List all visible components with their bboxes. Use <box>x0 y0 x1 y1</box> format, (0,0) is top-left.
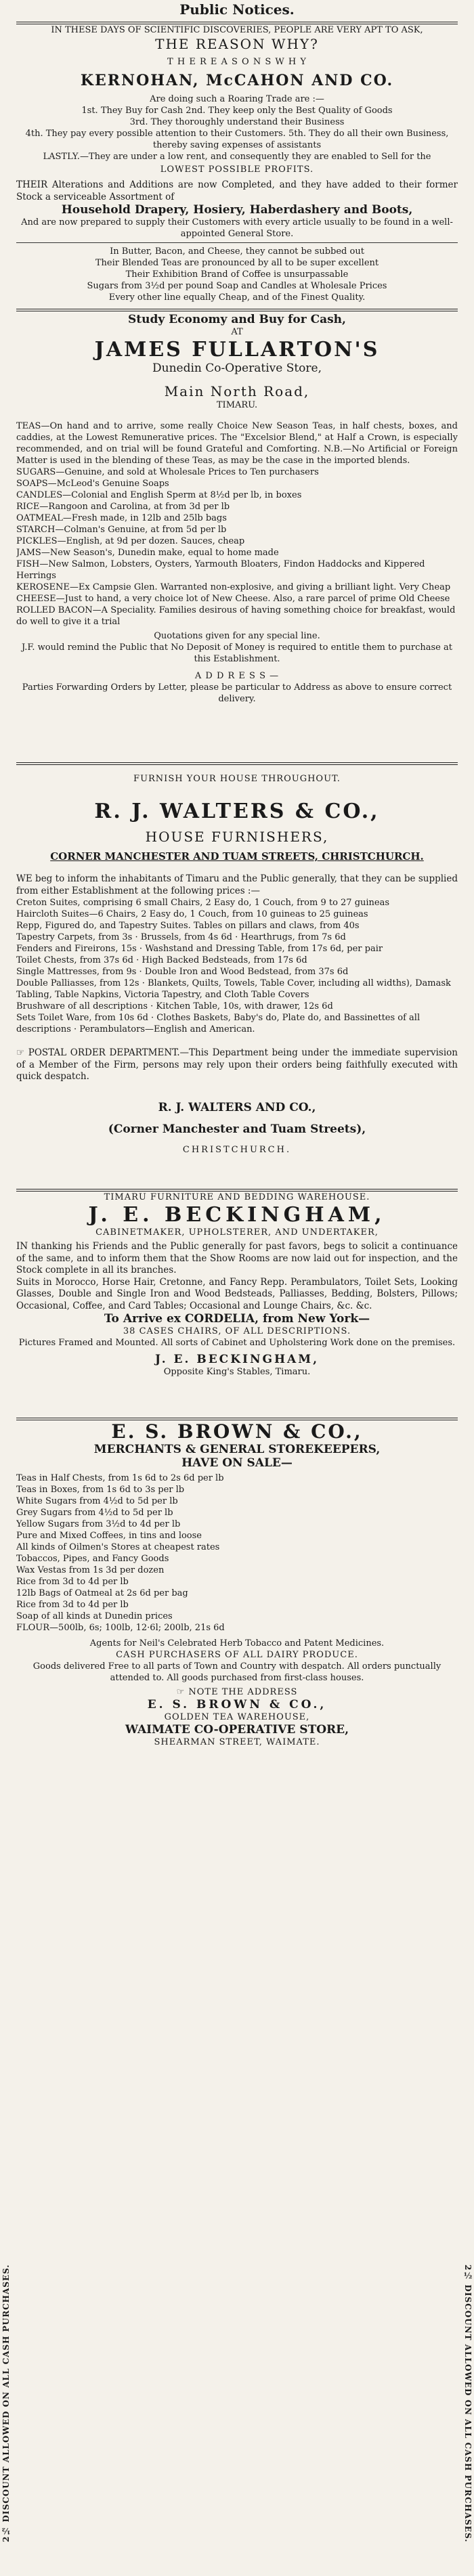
walters-ad <box>16 766 458 1179</box>
brown-items <box>16 1472 458 1634</box>
fullarton-items <box>16 420 458 628</box>
kernohan-name: KERNOHAN, McCAHON AND CO. <box>80 72 394 89</box>
list-item: ROLLED BACON—A Speciality. Families desirous of having something choice for breakfast, would do well to give it a trial <box>16 605 456 627</box>
beckingham-sig-addr: Opposite King's Stables, Timaru. <box>163 1367 311 1377</box>
list-item: Creton Suites, comprising 6 small Chairs, 2 Easy do, 1 Couch, from 9 to 27 guineas <box>16 898 390 908</box>
kernohan-reason: LASTLY.—They are under a low rent, and consequently they are enabled to Sell for the <box>43 152 431 162</box>
list-item: Sets Toilet Ware, from 10s 6d · Clothes Baskets, Baby's do, Plate do, and Bassinettes of all descriptions · Perambulators—English and American. <box>16 1013 421 1034</box>
walters-corner: CORNER MANCHESTER AND TUAM STREETS, CHRISTCHURCH. <box>50 850 424 863</box>
beckingham-warehouse: TIMARU FURNITURE AND BEDDING WAREHOUSE. <box>104 1192 370 1202</box>
beckingham-chairs: 38 CASES CHAIRS, OF ALL DESCRIPTIONS. <box>123 1326 351 1336</box>
fullarton-store: Dunedin Co-Operative Store, <box>152 362 322 375</box>
beckingham-arrive: To Arrive ex CORDELIA, from New York— <box>104 1312 370 1326</box>
list-item: Brushware of all descriptions · Kitchen Table, 10s, with drawer, 12s 6d <box>16 1001 333 1011</box>
list-item: Grey Sugars from 4½d to 5d per lb <box>16 1508 173 1518</box>
list-item: Rice from 3d to 4d per lb <box>16 1600 129 1610</box>
beckingham-sig: J. E. BECKINGHAM, <box>155 1353 319 1366</box>
list-item: Single Mattresses, from 9s · Double Iron and Wood Bedstead, from 37s 6d <box>16 967 349 977</box>
list-item: Fenders and Fireirons, 15s · Washstand and Dressing Table, from 17s 6d, per pair <box>16 944 383 954</box>
kernohan-ad <box>16 24 458 302</box>
kernohan-subhead: T H E R E A S O N S W H Y <box>167 57 307 67</box>
fullarton-tagline: Study Economy and Buy for Cash, <box>128 313 346 326</box>
kernohan-lowest: LOWEST POSSIBLE PROFITS. <box>160 165 314 175</box>
kernohan-household: Household Drapery, Hosiery, Haberdashery and Boots, <box>61 203 413 217</box>
fullarton-road: Main North Road, <box>164 383 310 399</box>
fullarton-ad <box>16 313 458 753</box>
beckingham-intro: IN thanking his Friends and the Public generally for past favors, begs to solicit a continuance of the same, and to inform them that the Show Rooms are now laid out for inspection, and the Stock complete in all its branches. <box>16 1241 458 1275</box>
kernohan-alterations: THEIR Alterations and Additions are now Completed, and they have added to their former Stock a serviceable Assortment of <box>16 179 458 202</box>
kernohan-cheap: Every other line equally Cheap, and of the Finest Quality. <box>108 292 366 302</box>
list-item: RICE—Rangoon and Carolina, at from 3d per lb <box>16 502 230 512</box>
list-item: TEAS—On hand and to arrive, some really Choice New Season Teas, in half chests, boxes, and caddies, at the Lowest Remunerative prices. The "Excelsior Blend," at Half a Crown, is especially recommended, and on trial will be found Grateful and Comforting. N.B.—No Artificial or Foreign Matter is used in the blending of these Teas, as may be the case in the imported blends. <box>16 421 458 466</box>
discount-side-text-right: 2½ DISCOUNT ALLOWED ON ALL CASH PURCHASES. <box>463 2264 473 2543</box>
list-item: SUGARS—Genuine, and sold at Wholesale Prices to Ten purchasers <box>16 467 319 477</box>
brown-ad <box>16 1420 458 1799</box>
walters-postal: ☞ POSTAL ORDER DEPARTMENT.—This Department being under the immediate supervision of a Member of the Firm, persons may rely upon their orders being faithfully executed with quick despatch. <box>16 1047 458 1082</box>
list-item: Tobaccos, Pipes, and Fancy Goods <box>16 1554 169 1564</box>
kernohan-reasons-intro: Are doing such a Roaring Trade are :— <box>150 94 324 104</box>
brown-sig-sub: GOLDEN TEA WAREHOUSE, <box>164 1712 310 1722</box>
beckingham-ad <box>16 1192 458 1408</box>
kernohan-reason: 1st. They Buy for Cash 2nd. They keep only the Best Quality of Goods <box>81 106 393 116</box>
brown-trade: MERCHANTS & GENERAL STOREKEEPERS, <box>93 1443 381 1456</box>
brown-sig-store: WAIMATE CO-OPERATIVE STORE, <box>125 1723 349 1737</box>
list-item: OATMEAL—Fresh made, in 12lb and 25lb bags <box>16 513 227 523</box>
beckingham-pictures: Pictures Framed and Mounted. All sorts of Cabinet and Upholstering Work done on the premises. <box>18 1338 456 1348</box>
kernohan-headline: THE REASON WHY? <box>155 36 319 52</box>
list-item: White Sugars from 4½d to 5d per lb <box>16 1496 178 1506</box>
brown-name: E. S. BROWN & CO., <box>111 1420 363 1443</box>
discount-side-text-left: 2½ DISCOUNT ALLOWED ON ALL CASH PURCHASES. <box>1 2264 11 2543</box>
brown-delivered: Goods delivered Free to all parts of Town and Country with despatch. All orders punctually attended to. All goods purchased from first-class houses. <box>33 1661 441 1683</box>
kernohan-teas: Their Blended Teas are pronounced by all to be super excellent <box>95 258 379 268</box>
list-item: Soap of all kinds at Dunedin prices <box>16 1611 173 1621</box>
brown-have: HAVE ON SALE— <box>181 1456 293 1470</box>
walters-sig-name: R. J. WALTERS AND CO., <box>158 1100 316 1114</box>
walters-intro: WE beg to inform the inhabitants of Timaru and the Public generally, that they can be supplied from either Establishment at the following prices :— <box>16 873 458 896</box>
list-item: Toilet Chests, from 37s 6d · High Backed Bedsteads, from 17s 6d <box>16 955 307 965</box>
beckingham-trade: CABINETMAKER, UPHOLSTERER, AND UNDERTAKER, <box>95 1227 379 1238</box>
fullarton-remind: J.F. would remind the Public that No Deposit of Money is required to entitle them to purchase at this Establishment. <box>22 642 452 664</box>
list-item: PICKLES—English, at 9d per dozen. Sauces, cheap <box>16 536 245 546</box>
list-item: JAMS—New Season's, Dunedin make, equal to home made <box>16 548 279 558</box>
fullarton-address-label: A D D R E S S — <box>194 671 280 681</box>
fullarton-name: JAMES FULLARTON'S <box>94 338 380 362</box>
beckingham-suites: Suits in Morocco, Horse Hair, Cretonne, and Fancy Repp. Perambulators, Toilet Sets, Looking Glasses, Double and Single Iron and Wood Bedsteads, Palliasses, Bedding, Bolsters, Pillows; Occasional, Coffee, and Card Tables; Occasional and Lounge Chairs, &c. &c. <box>16 1276 458 1311</box>
list-item: Wax Vestas from 1s 3d per dozen <box>16 1565 165 1575</box>
kernohan-sugars: Sugars from 3½d per pound Soap and Candles at Wholesale Prices <box>87 281 387 291</box>
fullarton-parties: Parties Forwarding Orders by Letter, please be particular to Address as above to ensure correct delivery. <box>22 682 452 704</box>
list-item: Teas in Boxes, from 1s 6d to 3s per lb <box>16 1485 185 1495</box>
kernohan-prepared: And are now prepared to supply their Customers with every article usually to be found in a well-appointed General Store. <box>21 217 453 239</box>
walters-furnish: FURNISH YOUR HOUSE THROUGHOUT. <box>133 774 341 784</box>
list-item: Haircloth Suites—6 Chairs, 2 Easy do, 1 Couch, from 10 guineas to 25 guineas <box>16 909 368 919</box>
list-item: Rice from 3d to 4d per lb <box>16 1577 129 1587</box>
brown-cash: CASH PURCHASERS OF ALL DAIRY PRODUCE. <box>116 1650 358 1660</box>
list-item: Yellow Sugars from 3½d to 4d per lb <box>16 1519 181 1529</box>
masthead: Public Notices. <box>179 1 295 18</box>
kernohan-reason: 4th. They pay every possible attention to their Customers. 5th. They do all their own Business, thereby saving expenses of assistants <box>25 129 449 150</box>
kernohan-intro: IN THESE DAYS OF SCIENTIFIC DISCOVERIES, PEOPLE ARE VERY APT TO ASK, <box>51 25 423 35</box>
walters-name: R. J. WALTERS & CO., <box>94 800 380 823</box>
list-item: 12lb Bags of Oatmeal at 2s 6d per bag <box>16 1588 188 1598</box>
section-rule <box>16 309 458 311</box>
brown-sig: E. S. BROWN & CO., <box>147 1698 327 1711</box>
kernohan-reason: 3rd. They thoroughly understand their Business <box>129 117 345 127</box>
list-item: CANDLES—Colonial and English Sperm at 8½d per lb, in boxes <box>16 490 302 500</box>
list-item: Double Palliasses, from 12s · Blankets, Quilts, Towels, Table Cover, including all widths), Damask Tabling, Table Napkins, Victoria Tapestry, and Cloth Table Covers <box>16 978 451 1000</box>
list-item: Repp, Figured do, and Tapestry Suites. Tables on pillars and claws, from 40s <box>16 921 360 931</box>
fullarton-quotations: Quotations given for any special line. <box>154 631 320 641</box>
walters-sig-city: CHRISTCHURCH. <box>182 1144 292 1155</box>
list-item: STARCH—Colman's Genuine, at from 5d per lb <box>16 525 227 535</box>
brown-note: ☞ NOTE THE ADDRESS <box>176 1687 298 1697</box>
list-item: SOAPS—McLeod's Genuine Soaps <box>16 479 169 489</box>
beckingham-name: J. E. BECKINGHAM, <box>88 1203 386 1227</box>
kernohan-coffee: Their Exhibition Brand of Coffee is unsurpassable <box>125 269 349 280</box>
list-item: CHEESE—Just to hand, a very choice lot of New Cheese. Also, a rare parcel of prime Old Cheese <box>16 594 450 604</box>
walters-trade: HOUSE FURNISHERS, <box>145 829 329 845</box>
walters-items <box>16 897 458 1035</box>
list-item: KEROSENE—Ex Campsie Glen. Warranted non-explosive, and giving a brilliant light. Very Cheap <box>16 582 451 592</box>
walters-sig-corner: (Corner Manchester and Tuam Streets), <box>108 1122 366 1136</box>
list-item: FISH—New Salmon, Lobsters, Oysters, Yarmouth Bloaters, Findon Haddocks and Kippered Herrings <box>16 559 425 581</box>
list-item: Pure and Mixed Coffees, in tins and loose <box>16 1531 202 1541</box>
divider <box>16 242 458 243</box>
kernohan-butter: In Butter, Bacon, and Cheese, they cannot be subbed out <box>110 246 364 257</box>
fullarton-town: TIMARU. <box>216 400 258 410</box>
list-item: FLOUR—500lb, 6s; 100lb, 12·6l; 200lb, 21s 6d <box>16 1623 225 1633</box>
list-item: Teas in Half Chests, from 1s 6d to 2s 6d per lb <box>16 1473 224 1483</box>
brown-sig-addr: SHEARMAN STREET, WAIMATE. <box>154 1737 320 1747</box>
brown-agents: Agents for Neil's Celebrated Herb Tobacco and Patent Medicines. <box>89 1638 385 1649</box>
fullarton-at: AT <box>231 327 243 337</box>
list-item: All kinds of Oilmen's Stores at cheapest rates <box>16 1542 220 1552</box>
list-item: Tapestry Carpets, from 3s · Brussels, from 4s 6d · Hearthrugs, from 7s 6d <box>16 932 346 942</box>
section-rule <box>16 762 458 765</box>
